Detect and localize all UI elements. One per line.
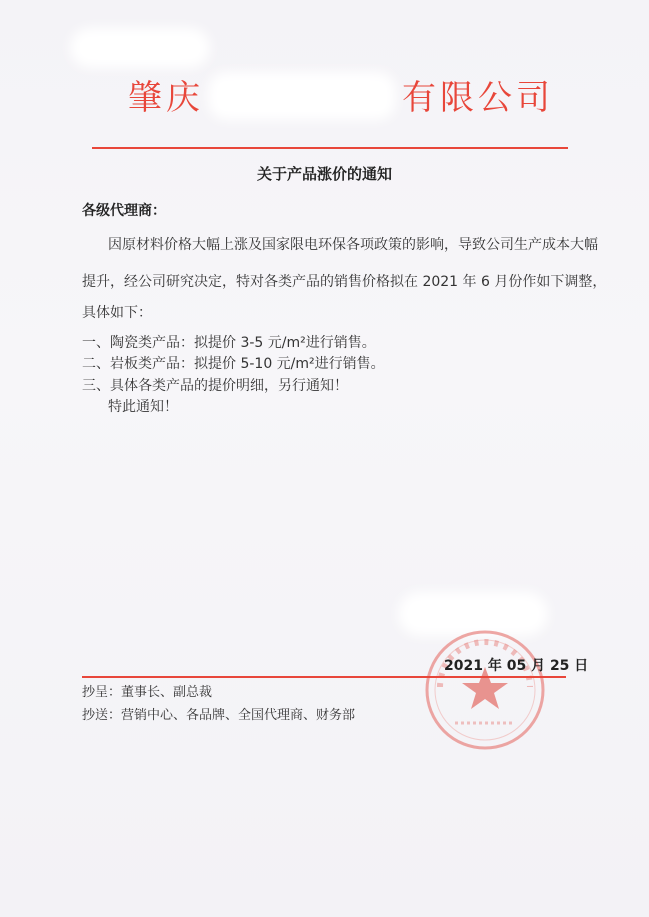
closing-text: 特此通知！ <box>108 399 178 415</box>
notice-title: 关于产品涨价的通知 <box>256 165 392 183</box>
body-paragraph-line-2: 提升，经公司研究决定，特对各类产品的销售价格拟在 2021 年 6 月份作如下调整， <box>82 274 607 290</box>
body-paragraph-2: 具体如下： <box>82 305 152 321</box>
cc-send: 抄送：营销中心、各品牌、全国代理商、财务部 <box>82 708 356 723</box>
redaction-company-name <box>208 72 396 120</box>
cc-present: 抄呈：董事长、副总裁 <box>82 685 213 700</box>
salutation: 各级代理商： <box>82 203 166 219</box>
letterhead-right: 有限公司 <box>402 78 554 118</box>
list-item: 三、具体各类产品的提价明细，另行通知！ <box>82 378 348 394</box>
notice-date: 2021 年 05 月 25 日 <box>444 658 589 674</box>
letterhead-left: 肇庆 <box>128 78 204 118</box>
company-seal-icon <box>420 625 550 755</box>
redaction-top-left <box>70 28 210 68</box>
list-item: 二、岩板类产品：拟提价 5-10 元/m²进行销售。 <box>82 356 385 372</box>
list-item: 一、陶瓷类产品：拟提价 3-5 元/m²进行销售。 <box>82 335 376 351</box>
footer-divider <box>82 676 566 678</box>
body-paragraph-line-1: 因原材料价格大幅上涨及国家限电环保各项政策的影响，导致公司生产成本大幅 <box>108 237 598 253</box>
letterhead-divider <box>92 147 568 149</box>
